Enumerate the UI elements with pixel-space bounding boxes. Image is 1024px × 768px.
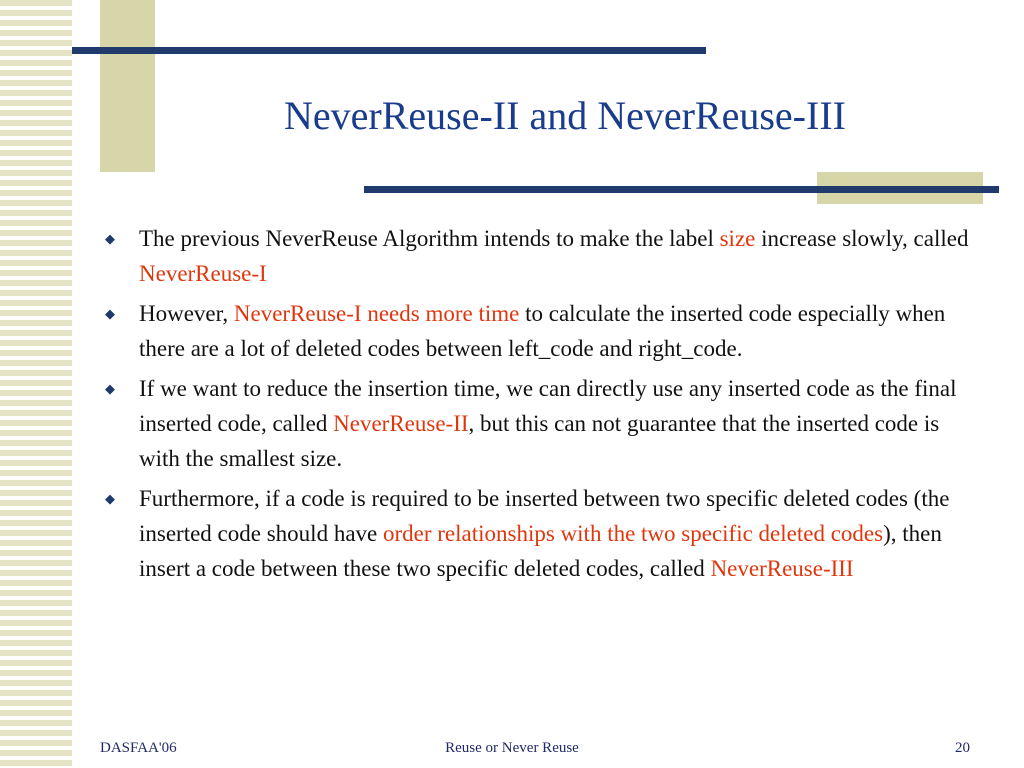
bullet-item — [100, 221, 972, 291]
bullet-text: However, — [139, 301, 234, 326]
bullet-text: Furthermore, if a code is required to be inserted between two specific deleted codes (the inserted code should have — [139, 486, 950, 546]
diamond-bullet-icon: ◆ — [105, 491, 115, 506]
highlight-text: order relationships with the two specific deleted codes — [382, 521, 884, 546]
bullet-text: to calculate the inserted code especially when there are a lot of deleted codes between left_code and right_code. — [139, 301, 946, 361]
page-number: 20 — [955, 740, 970, 756]
bullet-item — [100, 296, 972, 366]
bullet-text: increase slowly, called — [755, 226, 969, 251]
diamond-bullet-icon: ◆ — [105, 381, 115, 396]
highlight-text: NeverReuse-III — [710, 556, 854, 581]
top-accent-line — [72, 47, 706, 54]
diamond-bullet-icon: ◆ — [105, 306, 115, 321]
diamond-bullet-icon: ◆ — [105, 231, 115, 246]
highlight-text: NeverReuse-I — [139, 261, 267, 286]
bullet-text: If we want to reduce the insertion time, we can directly use any inserted code as the final inserted code, called — [139, 376, 957, 436]
bullet-item — [100, 371, 972, 476]
bullet-text: , but this can not guarantee that the inserted code is with the smallest size. — [139, 411, 940, 471]
bullet-text: The previous NeverReuse Algorithm intends to make the label — [139, 226, 720, 251]
footer-conference: DASFAA'06 — [100, 740, 177, 756]
bullet-list — [100, 221, 972, 591]
highlight-text: size — [719, 226, 756, 251]
top-accent-box — [100, 0, 155, 172]
slide-title: NeverReuse-II and NeverReuse-III — [284, 93, 846, 138]
highlight-text: NeverReuse-II — [333, 411, 469, 436]
footer-title: Reuse or Never Reuse — [445, 740, 579, 756]
highlight-text: NeverReuse-I needs more time — [233, 301, 520, 326]
right-accent-line — [364, 186, 999, 193]
left-stripe-decoration — [0, 0, 72, 768]
bullet-text: ), then insert a code between these two specific deleted codes, called — [139, 521, 942, 581]
bullet-item — [100, 481, 972, 586]
